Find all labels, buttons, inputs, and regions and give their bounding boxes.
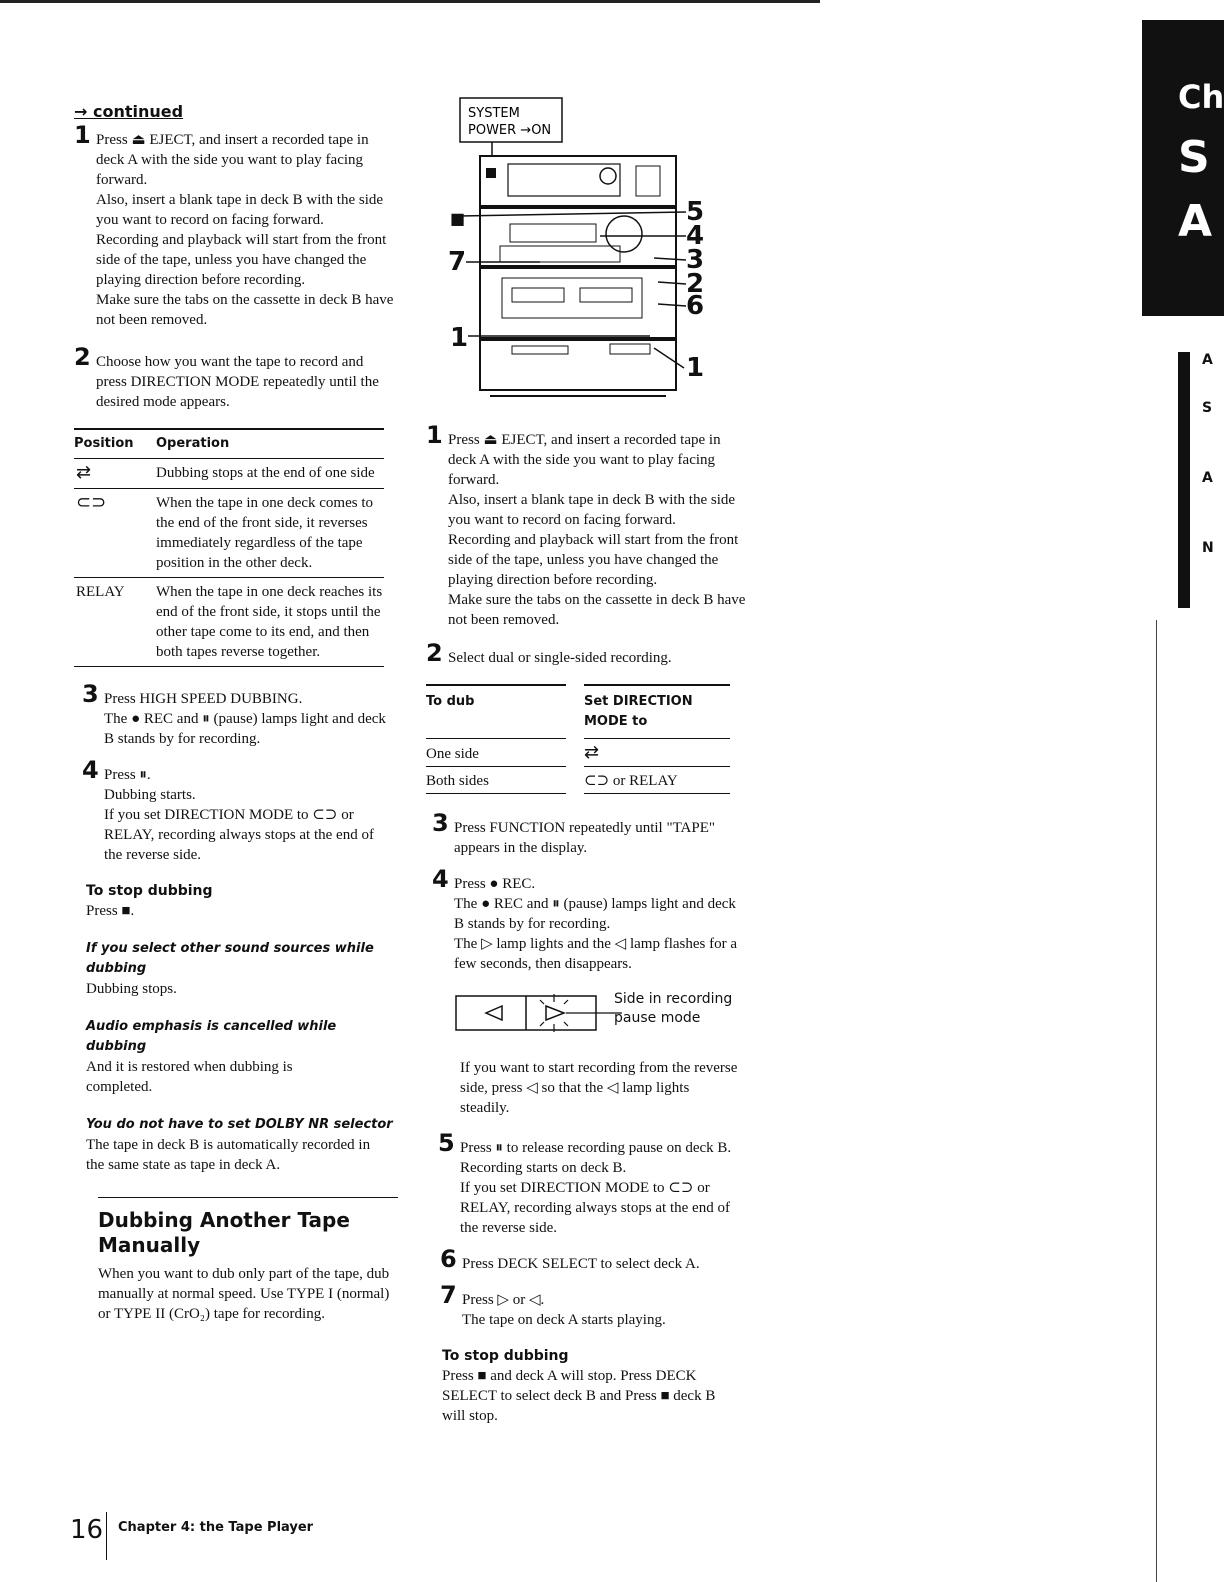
table-row: One side ⇄ xyxy=(426,739,730,767)
callout-2: 2 xyxy=(686,269,705,299)
chapter-title: Chapter 4: the Tape Player xyxy=(118,1520,314,1535)
right-step-1: 1 Press ⏏ EJECT, and insert a recorded tape in deck A with the side you want to play facing forward. Also, insert a blank tape in deck B with the side you want to record on facing forward. Recording and playback will start from the front side of the tape, unless you have changed the playing direction before recording. Make sure the tabs on the cassette in deck B have not been removed. xyxy=(426,421,746,628)
table-row: Both sides ⊂⊃ or RELAY xyxy=(426,767,730,794)
left-step-1: 1 Press ⏏ EJECT, and insert a recorded tape in deck A with the side you want to play facing forward. Also, insert a blank tape in deck B with the side you want to record on facing forward. Recording and playback will start from the front side of the tape, unless you have changed the playing direction before recording. Make sure the tabs on the cassette in deck B have not been removed. xyxy=(74,121,394,328)
side-bar xyxy=(1178,352,1190,608)
page-number: 16 xyxy=(70,1515,104,1545)
right-step-7: 7 Press ▷ or ◁. The tape on deck A starts playing. xyxy=(440,1281,666,1328)
reverse-or-relay: ⊂⊃ or RELAY xyxy=(584,767,730,794)
callout-1a: 1 xyxy=(450,323,469,353)
stereo-system-illustration xyxy=(440,96,740,416)
right-step-6: 6 Press DECK SELECT to select deck A. xyxy=(440,1245,700,1273)
footer-divider xyxy=(106,1512,107,1560)
power-label-line1: SYSTEM xyxy=(468,106,520,121)
stop-dubbing-heading: To stop dubbing xyxy=(86,883,213,899)
top-rule xyxy=(0,0,820,3)
callout-4: 4 xyxy=(686,221,705,251)
callout-3: 3 xyxy=(686,245,705,275)
callout-7: 7 xyxy=(448,247,467,277)
position-table xyxy=(74,428,384,667)
position-header: Position xyxy=(74,429,156,459)
display-caption: Side in recording pause mode xyxy=(614,991,733,1026)
reverse-note: If you want to start recording from the reverse side, press ◁ so that the ◁ lamp lights steadily. xyxy=(460,1060,738,1116)
step-text: Recording and playback will start from the front side of the tape, unless you have changed the playing direction before recording. xyxy=(96,232,387,288)
left-step-2: 2 Choose how you want the tape to record and press DIRECTION MODE repeatedly until the desired mode appears. xyxy=(74,352,394,412)
step-text: Choose how you want the tape to record and press DIRECTION MODE repeatedly until the desired mode appears. xyxy=(96,354,379,410)
stop-dubbing-heading: To stop dubbing xyxy=(442,1348,569,1364)
right-step-4: 4 Press ● REC. The ● REC and ⏸ (pause) lamps light and deck B stands by for recording. The ▷ lamp lights and the ◁ lamp flashes for a few seconds, then disappears. xyxy=(432,865,738,972)
manual-dub-section xyxy=(98,1197,394,1324)
step-text: Also, insert a blank tape in deck B with the side you want to record on facing forward. xyxy=(96,192,384,228)
table-row: ⇄ Dubbing stops at the end of one side xyxy=(74,459,384,489)
note-heading: Audio emphasis is cancelled while dubbing xyxy=(86,1019,337,1054)
stereo-diagram xyxy=(440,96,740,416)
left-column xyxy=(74,102,394,1324)
dub-table xyxy=(408,684,748,794)
left-step-4: 4 Press ⏸. Dubbing starts. If you set DIRECTION MODE to ⊂⊃ or RELAY, recording always stops at the end of the reverse side. xyxy=(82,756,374,863)
right-step-3: 3 Press FUNCTION repeatedly until "TAPE" appears in the display. xyxy=(432,809,716,856)
page-edge-line xyxy=(1156,620,1157,1582)
forward-lamp-icon xyxy=(546,1006,564,1020)
stop-dubbing-block: To stop dubbing Press ■. If you select other sound sources while dubbing Dubbing stops. Audio emphasis is cancelled while dubbing And it is restored when dubbing is completed. You do not have to set DOLBY NR selector The tape in deck B is automatically recorded in the same state as tape in deck A. xyxy=(86,883,393,1173)
callout-1b: 1 xyxy=(686,353,705,383)
power-label-line2: POWER →ON xyxy=(468,123,552,138)
right-step-5: 5 Press ⏸ to release recording pause on deck B. Recording starts on deck B. If you set DIRECTION MODE to ⊂⊃ or RELAY, recording always stops at the end of the reverse side. xyxy=(438,1129,732,1236)
right-step-2: 2 Select dual or single-sided recording. xyxy=(426,639,672,667)
recording-display xyxy=(454,990,746,1042)
one-way-icon: ⇄ xyxy=(76,462,92,483)
to-dub-header: To dub xyxy=(426,684,566,739)
step-text: Press ⏏ EJECT, and insert a recorded tape in deck A with the side you want to play facing forward. xyxy=(96,132,369,188)
section-text: When you want to dub only part of the tape, dub manually at normal speed. Use TYPE I (normal) or TYPE II (CrO₂) tape for recording. xyxy=(98,1266,390,1322)
note-heading: You do not have to set DOLBY NR selector xyxy=(86,1117,393,1132)
left-step-3: 3 Press HIGH SPEED DUBBING. The ● REC and ⏸ (pause) lamps light and deck B stands by for recording. xyxy=(82,680,386,747)
table-row: ⊂⊃ When the tape in one deck comes to the end of the front side, it reverses immediately regardless of the tape position in the other deck. xyxy=(74,489,384,578)
callout-stop: ■ xyxy=(450,209,466,228)
right-stop-dubbing-block: To stop dubbing Press ■ and deck A will stop. Press DECK SELECT to select deck B and Press ■ deck B will stop. xyxy=(442,1346,746,1426)
callout-6: 6 xyxy=(686,291,705,321)
continued-label: → continued xyxy=(74,102,184,121)
note-heading: If you select other sound sources while dubbing xyxy=(86,941,374,976)
right-column xyxy=(426,421,746,1426)
table-row: RELAY When the tape in one deck reaches its end of the front side, it stops until the other tape come to its end, and then both tapes reverse together. xyxy=(74,578,384,667)
reverse-lamp-icon xyxy=(486,1006,502,1020)
reverse-icon: ⊂⊃ xyxy=(76,492,107,513)
chapter-tab-block: Ch S A xyxy=(1142,20,1224,316)
display-indicator xyxy=(454,990,624,1034)
one-way-icon: ⇄ xyxy=(584,742,600,763)
section-title: Dubbing Another Tape Manually xyxy=(98,1197,398,1258)
callout-5: 5 xyxy=(686,197,705,227)
direction-mode-header: Set DIRECTION MODE to xyxy=(584,684,730,739)
step-text: Make sure the tabs on the cassette in deck B have not been removed. xyxy=(96,292,394,328)
operation-header: Operation xyxy=(156,429,384,459)
adjacent-page-tab: Ch S A A S A N xyxy=(1142,0,1224,1582)
